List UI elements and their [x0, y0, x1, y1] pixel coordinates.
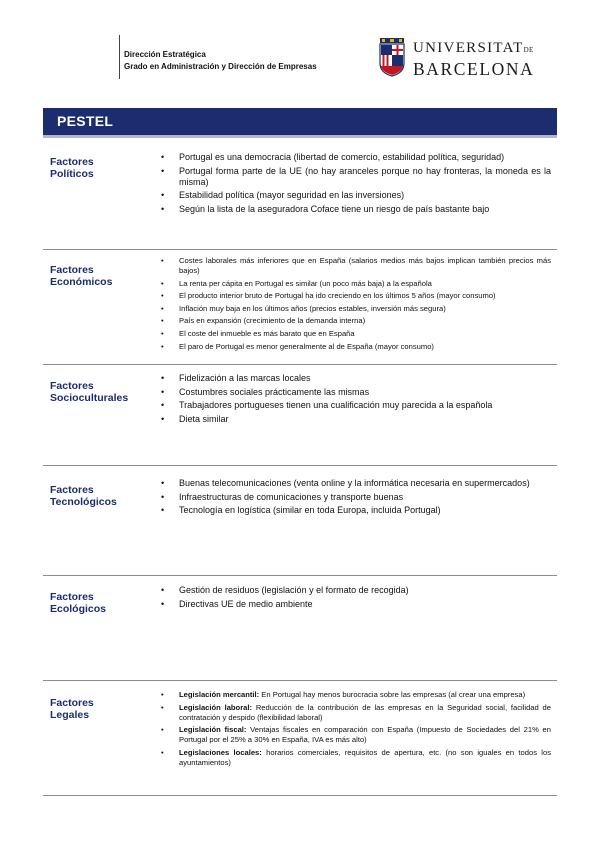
list-item	[161, 725, 551, 745]
list-item: • Infraestructuras de comunicaciones y transporte buenas	[161, 492, 551, 503]
section-list-politicos	[161, 152, 551, 217]
list-item: • Trabajadores portugueses tienen una cualificación muy parecida a la española	[161, 400, 551, 411]
section-list-ecologicos	[161, 585, 551, 612]
course-subject: Dirección Estratégica	[124, 50, 206, 59]
section-divider	[43, 795, 557, 796]
section-divider	[43, 249, 557, 250]
list-item: • Tecnología en logística (similar en toda Europa, incluida Portugal)	[161, 505, 551, 516]
university-name-line2: BARCELONA	[413, 59, 535, 79]
header-divider	[119, 35, 120, 79]
list-item	[161, 748, 551, 768]
list-item: • Inflación muy baja en los últimos años (precios estables, inversión más segura)	[161, 304, 551, 314]
item-text: horarios comerciales, requisitos de apertura, etc. (no son iguales en todos los ayuntamientos)	[179, 747, 552, 767]
list-item: • La renta per cápita en Portugal es similar (un poco más baja) a la española	[161, 279, 551, 289]
section-list-legales	[161, 690, 551, 770]
item-heading: Legislaciones locales:	[179, 747, 262, 757]
section-label-politicos: Factores Políticos	[50, 156, 94, 180]
list-item: • Fidelización a las marcas locales	[161, 373, 551, 384]
list-item: • El paro de Portugal es menor generalmente al de España (mayor consumo)	[161, 342, 551, 352]
item-heading: Legislación laboral:	[179, 702, 253, 712]
university-name-line1: UNIVERSITAT	[413, 40, 524, 56]
section-label-tecnologicos: Factores Tecnológicos	[50, 484, 117, 508]
page-title: PESTEL	[57, 113, 114, 129]
item-text: Ventajas fiscales en comparación con España (Impuesto de Sociedades del 21% en Portugal por el 25% a 30% en España, IVA es más alto)	[179, 725, 551, 745]
item-text: Reducción de la contribución de las empresas en la Seguridad social, facilidad de contratación y despido (flexibilidad laboral)	[179, 702, 551, 722]
section-divider	[43, 680, 557, 681]
section-list-tecnologicos	[161, 478, 551, 519]
item-heading: Legislación fiscal:	[179, 725, 247, 735]
list-item: • Gestión de residuos (legislación y el formato de recogida)	[161, 585, 551, 596]
title-band	[43, 108, 557, 138]
list-item	[161, 703, 551, 723]
section-label-socioculturales: Factores Socioculturales	[50, 380, 129, 404]
section-divider	[43, 575, 557, 576]
section-divider	[43, 364, 557, 365]
university-logo	[378, 37, 553, 81]
university-seal-icon	[378, 37, 406, 77]
list-item: • Dieta similar	[161, 414, 551, 425]
list-item: • Buenas telecomunicaciones (venta online y la informática necesaria en supermercados)	[161, 478, 551, 489]
list-item: • Directivas UE de medio ambiente	[161, 599, 551, 610]
list-item: • El coste del inmueble es más barato que en España	[161, 329, 551, 339]
list-item: • Costes laborales más inferiores que en España (salarios medios más bajos implican también precios más bajos)	[161, 256, 551, 276]
list-item: • Costumbres sociales prácticamente las mismas	[161, 387, 551, 398]
list-item: • Portugal forma parte de la UE (no hay aranceles porque no hay fronteras, la moneda es la misma)	[161, 166, 551, 188]
list-item: • Estabilidad política (mayor seguridad en las inversiones)	[161, 190, 551, 201]
item-text: En Portugal hay menos burocracia sobre las empresas (al crear una empresa)	[259, 690, 526, 699]
section-label-ecologicos: Factores Ecológicos	[50, 591, 107, 615]
list-item: • El producto interior bruto de Portugal ha ido creciendo en los últimos 5 años (mayor consumo)	[161, 291, 551, 301]
list-item	[161, 690, 551, 700]
list-item: • Según la lista de la aseguradora Coface tiene un riesgo de país bastante bajo	[161, 204, 551, 215]
section-divider	[43, 465, 557, 466]
list-item: • País en expansión (crecimiento de la demanda interna)	[161, 316, 551, 326]
section-label-economicos: Factores Económicos	[50, 264, 113, 288]
item-heading: Legislación mercantil:	[179, 690, 260, 699]
course-degree: Grado en Administración y Dirección de Empresas	[124, 62, 317, 71]
list-item: • Portugal es una democracia (libertad de comercio, estabilidad política, seguridad)	[161, 152, 551, 163]
section-list-economicos	[161, 256, 551, 354]
section-list-socioculturales	[161, 373, 551, 427]
university-name	[413, 39, 534, 79]
document-header	[124, 49, 317, 73]
section-label-legales: Factores Legales	[50, 697, 94, 721]
university-name-de: DE	[523, 46, 534, 54]
